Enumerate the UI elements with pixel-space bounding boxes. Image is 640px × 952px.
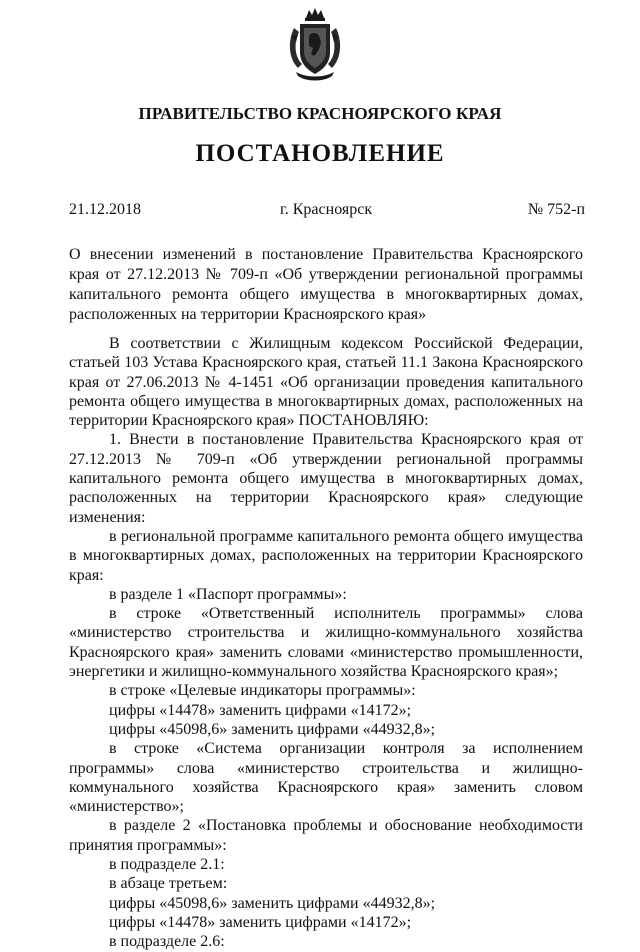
paragraph: в абзаце третьем:	[109, 875, 228, 893]
document-type-title: ПОСТАНОВЛЕНИЕ	[195, 140, 445, 167]
paragraph: в подразделе 2.1:	[109, 856, 225, 874]
paragraph: в строке «Система организации контроля за исполнением программы» слова «министерство строительства и жилищно-коммунального хозяйства Красноярского края» заменить словом «министерство»;	[69, 740, 583, 816]
government-name: ПРАВИТЕЛЬСТВО КРАСНОЯРСКОГО КРАЯ	[138, 104, 502, 123]
paragraph: В соответствии с Жилищным кодексом Российской Федерации, статьей 103 Устава Красноярского края, статьей 11.1 Закона Красноярского края от 27.06.2013 № 4-1451 «Об организации проведения капитального ремонта общего имущества в многоквартирных домах, расположенных на территории Красноярского края» ПОСТАНОВЛЯЮ:	[69, 335, 583, 430]
paragraph: в разделе 1 «Паспорт программы»:	[109, 585, 347, 603]
paragraph: в подразделе 2.6:	[109, 933, 225, 951]
document-date: 21.12.2018	[69, 201, 141, 218]
paragraph: цифры «14478» заменить цифрами «14172»;	[109, 701, 412, 719]
paragraph: в разделе 2 «Постановка проблемы и обоснование необходимости принятия программы»:	[69, 817, 583, 854]
paragraph: в региональной программе капитального ремонта общего имущества в многоквартирных домах, расположенных на территории Красноярского края:	[69, 527, 583, 584]
document-subject: О внесении изменений в постановление Правительства Красноярского края от 27.12.2013 № 709-п «Об утверждении региональной программы капитального ремонта общего имущества в многоквартирных домах, расположенных на территории Красноярского края»	[69, 246, 583, 323]
paragraph: 1. Внести в постановление Правительства Красноярского края от 27.12.2013 № 709-п «Об утверждении региональной программы капитального ремонта общего имущества в многоквартирных домах, расположенных на территории Красноярского края» следующие изменения:	[69, 431, 583, 526]
paragraph: в строке «Ответственный исполнитель программы» слова «министерство строительства и жилищно-коммунального хозяйства Красноярского края» заменить словами «министерство промышленности, энергетики и жилищно-коммунального хозяйства Красноярского края»;	[69, 605, 583, 681]
document-number: № 752-п	[527, 201, 585, 218]
document-body	[69, 334, 583, 952]
coat-of-arms-icon	[284, 6, 346, 82]
paragraph: цифры «14478» заменить цифрами «14172»;	[109, 913, 412, 931]
paragraph: цифры «45098,6» заменить цифрами «44932,8»;	[109, 720, 436, 738]
document-city: г. Красноярск	[280, 201, 373, 218]
paragraph: в строке «Целевые индикаторы программы»:	[109, 682, 416, 700]
paragraph: цифры «45098,6» заменить цифрами «44932,8»;	[109, 894, 436, 912]
